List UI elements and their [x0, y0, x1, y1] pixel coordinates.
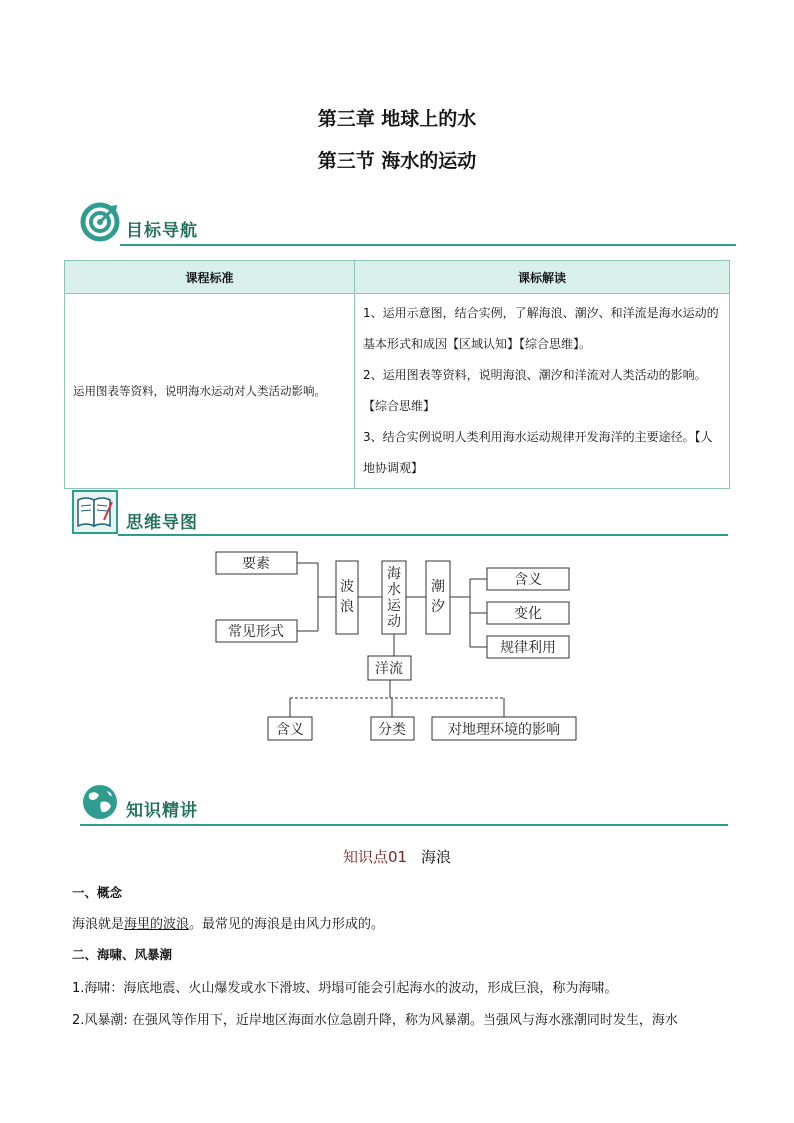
- knowledge-point-label: 知识点01: [342, 848, 408, 866]
- interpretation-item: 1、运用示意图，结合实例，了解海浪、潮汐、和洋流是海水运动的基本形式和成因【区域认知】【综合思维】。: [363, 306, 719, 351]
- mindmap-label-current-class: 分类: [378, 722, 406, 738]
- interpretation-item: 3、结合实例说明人类利用海水运动规律开发海洋的主要途径。【人地协调观】: [363, 430, 713, 475]
- mindmap-label-current-impact: 对地理环境的影响: [448, 722, 560, 738]
- table-header-standard: 课程标准: [65, 261, 355, 294]
- chapter-title: 第三章 地球上的水: [317, 108, 477, 130]
- mindmap-label-common-forms: 常见形式: [228, 624, 284, 640]
- paragraph-concept: [72, 913, 722, 932]
- mindmap-label-elements: 要素: [242, 556, 270, 572]
- goal-section-title: 目标导航: [126, 221, 198, 241]
- interpretation-item: 2、运用图表等资料，说明海浪、潮汐和洋流对人类活动的影响。【综合思维】: [363, 368, 707, 413]
- mindmap-label-tide-use: 规律利用: [500, 640, 556, 656]
- mindmap-box-tide: [426, 561, 450, 634]
- knowledge-point-title: 海浪: [421, 848, 452, 866]
- heading-concept: 一、概念: [72, 885, 123, 900]
- table-header-interpretation: 课标解读: [355, 261, 730, 294]
- knowledge-section-title: 知识精讲: [126, 801, 198, 821]
- mindmap-label-tide-change: 变化: [514, 606, 542, 622]
- knowledge-section-header: [80, 776, 728, 826]
- mindmap-label-wave: 波浪: [340, 579, 354, 615]
- mindmap-label-sea-motion: 海水运动: [387, 566, 401, 630]
- mindmap-label-current: 洋流: [375, 661, 403, 677]
- standard-cell: 运用图表等资料，说明海水运动对人类活动影响。: [65, 294, 355, 489]
- section-title: 第三节 海水的运动: [317, 150, 477, 172]
- paragraph-text: 。最常见的海浪是由风力形成的。: [189, 917, 385, 932]
- globe-icon: [80, 782, 120, 822]
- underlined-term: 海里的波浪: [124, 917, 190, 932]
- knowledge-point-heading: [0, 846, 794, 867]
- paragraph-text: 海浪就是: [72, 917, 125, 932]
- mindmap-label-current-meaning: 含义: [276, 722, 304, 738]
- mindmap-label-tide-meaning: 含义: [514, 572, 542, 588]
- paragraph-storm-surge: 2.风暴潮: 在强风等作用下，近岸地区海面水位急剧升降，称为风暴潮。当强风与海水涨潮同时发生，海水: [72, 1013, 678, 1028]
- mindmap-box-wave: [336, 561, 358, 634]
- paragraph-tsunami: 1.海啸：海底地震、火山爆发或水下滑坡、坍塌可能会引起海水的波动，形成巨浪，称为海啸。: [72, 981, 618, 996]
- mindmap-label-tide: 潮汐: [431, 579, 445, 615]
- mindmap-section-title: 思维导图: [126, 513, 198, 533]
- heading-tsunami-storm-surge: 二、海啸、风暴潮: [72, 947, 173, 962]
